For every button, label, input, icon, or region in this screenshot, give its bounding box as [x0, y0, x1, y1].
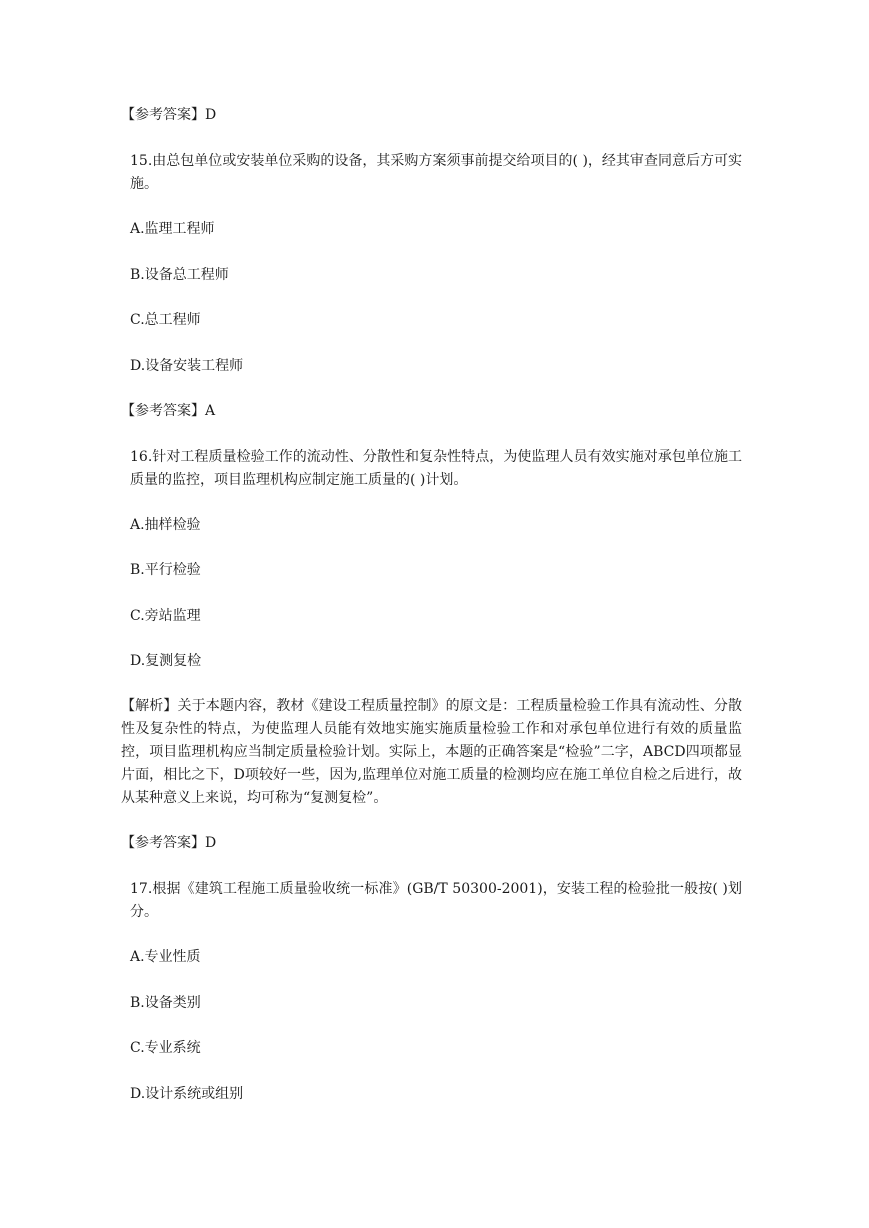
question-16-analysis: 【解析】关于本题内容，教材《建设工程质量控制》的原文是：工程质量检验工作具有流动性、分散性及复杂性的特点，为使监理人员能有效地实施实施质量检验工作和对承包单位进行有效的质量监控，项目监理机构应当制定质量检验计划。实际上，本题的正确答案是“检验”二字，ABCD四项都显片面，相比之下，D项较好一些，因为,监理单位对施工质量的检测均应在施工单位自检之后进行，故从某种意义上来说，均可称为“复测复检”。: [121, 698, 742, 806]
question-16-stem: 16.针对工程质量检验工作的流动性、分散性和复杂性特点，为使监理人员有效实施对承包单位施工质量的监控，项目监理机构应制定施工质量的( )计划。: [130, 449, 742, 488]
question-15-stem: 15.由总包单位或安装单位采购的设备，其采购方案须事前提交给项目的( )，经其审查同意后方可实施。: [130, 153, 742, 192]
question-15-option-a: A.监理工程师: [130, 221, 215, 237]
question-17-option-a: A.专业性质: [130, 949, 201, 965]
question-15-option-c: C.总工程师: [130, 312, 201, 328]
question-15-option-d: D.设备安装工程师: [130, 358, 244, 374]
answer-q14: 【参考答案】D: [121, 107, 217, 123]
answer-q15: 【参考答案】A: [121, 403, 216, 419]
question-16-option-c: C.旁站监理: [130, 608, 201, 624]
question-17-stem: 17.根据《建筑工程施工质量验收统一标准》(GB/T 50300-2001)，安装工程的检验批一般按( )划分。: [130, 881, 742, 920]
question-16-option-b: B.平行检验: [130, 562, 201, 578]
question-15-option-b: B.设备总工程师: [130, 267, 229, 283]
answer-q16: 【参考答案】D: [121, 835, 217, 851]
question-17-option-d: D.设计系统或组别: [130, 1086, 244, 1102]
question-16-option-a: A.抽样检验: [130, 517, 201, 533]
question-17-option-c: C.专业系统: [130, 1040, 201, 1056]
question-16-option-d: D.复测复检: [130, 653, 202, 669]
question-17-option-b: B.设备类别: [130, 995, 201, 1011]
